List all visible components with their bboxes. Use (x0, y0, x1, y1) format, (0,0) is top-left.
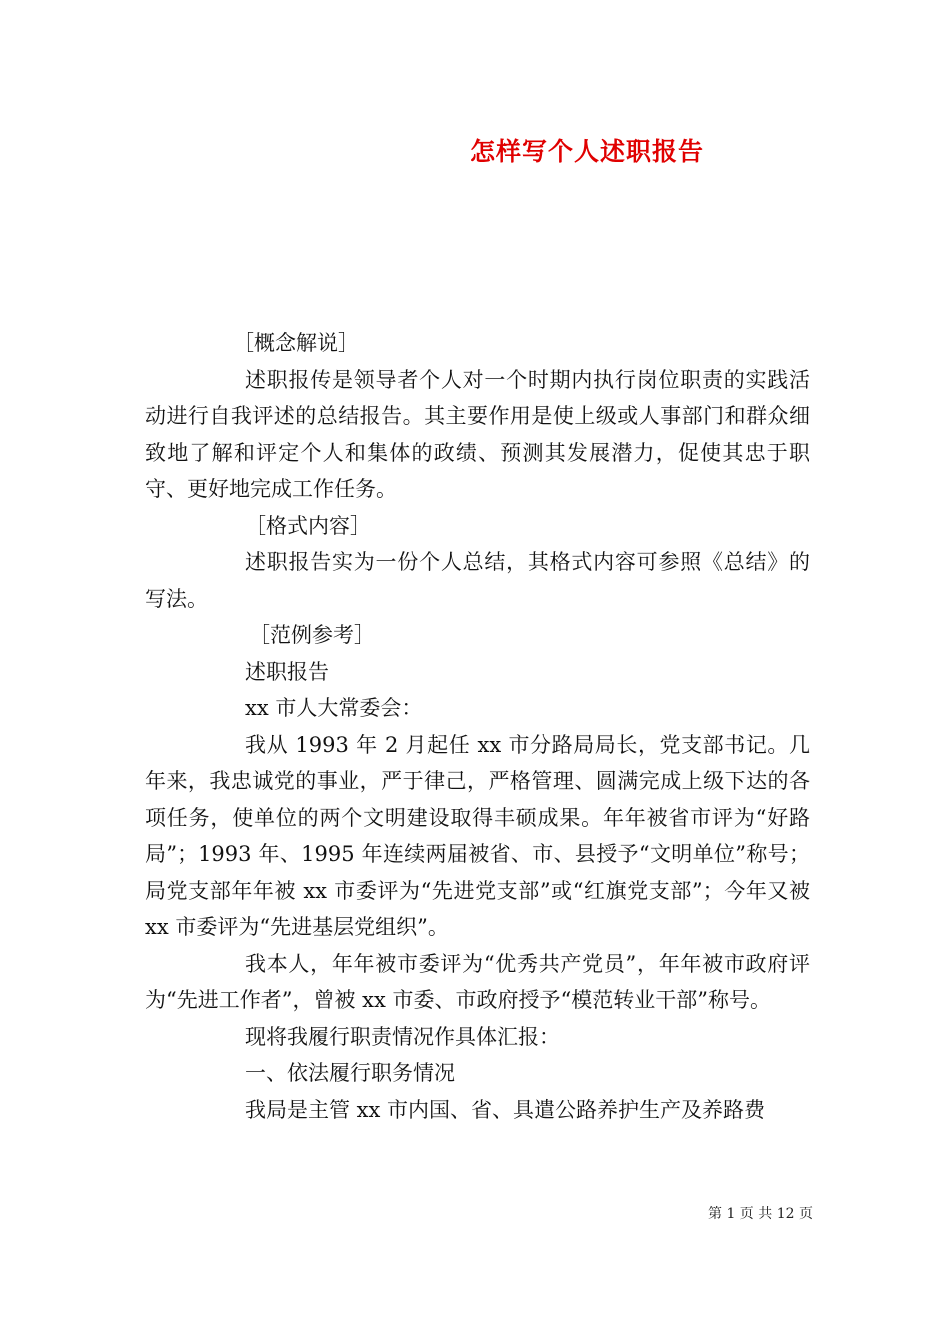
document-body (145, 325, 810, 1128)
section-heading-concept: ［概念解说］ (233, 331, 359, 355)
section-heading-format: ［格式内容］ (245, 513, 371, 538)
paragraph-format: 述职报告实为一份个人总结，其格式内容可参照《总结》的写法。 (145, 550, 810, 611)
example-salutation: xx 市人大常委会： (245, 696, 423, 720)
section-heading-example: ［范例参考］ (249, 623, 375, 647)
paragraph-report-intro: 现将我履行职责情况作具体汇报： (245, 1024, 560, 1049)
document-title: 怎样写个人述职报告 (470, 137, 705, 166)
paragraph-career: 我从 1993 年 2 月起任 xx 市分路局局长，党支部书记。几年来，我忠诚党的事业，严于律己，严格管理、圆满完成上级下达的各项任务，使单位的两个文明建设取得丰硕成果。年年被省市评为“好路局”；1993 年、1995 年连续两届被省、市、县授予“文明单位”称号；局党支部年年被 xx 市委评为“先进党支部”或“红旗党支部”；今年又被 xx 市委评为“先进基层党组织”。 (145, 732, 810, 939)
paragraph-concept: 述职报传是领导者个人对一个时期内执行岗位职责的实践活动进行自我评述的总结报告。其主要作用是使上级或人事部门和群众细致地了解和评定个人和集体的政绩、预测其发展潜力，促使其忠于职守、更好地完成工作任务。 (145, 367, 810, 501)
section-heading-duties: 一、依法履行职务情况 (245, 1061, 455, 1085)
page-number-footer: 第 1 页 共 12 页 (708, 1206, 813, 1222)
paragraph-duties: 我局是主管 xx 市内国、省、具遣公路养护生产及养路费 (245, 1097, 766, 1122)
example-title: 述职报告 (245, 659, 329, 684)
paragraph-honors: 我本人，年年被市委评为“优秀共产党员”，年年被市政府评为“先进工作者”，曾被 xx 市委、市政府授予“模范转业干部”称号。 (145, 951, 810, 1012)
